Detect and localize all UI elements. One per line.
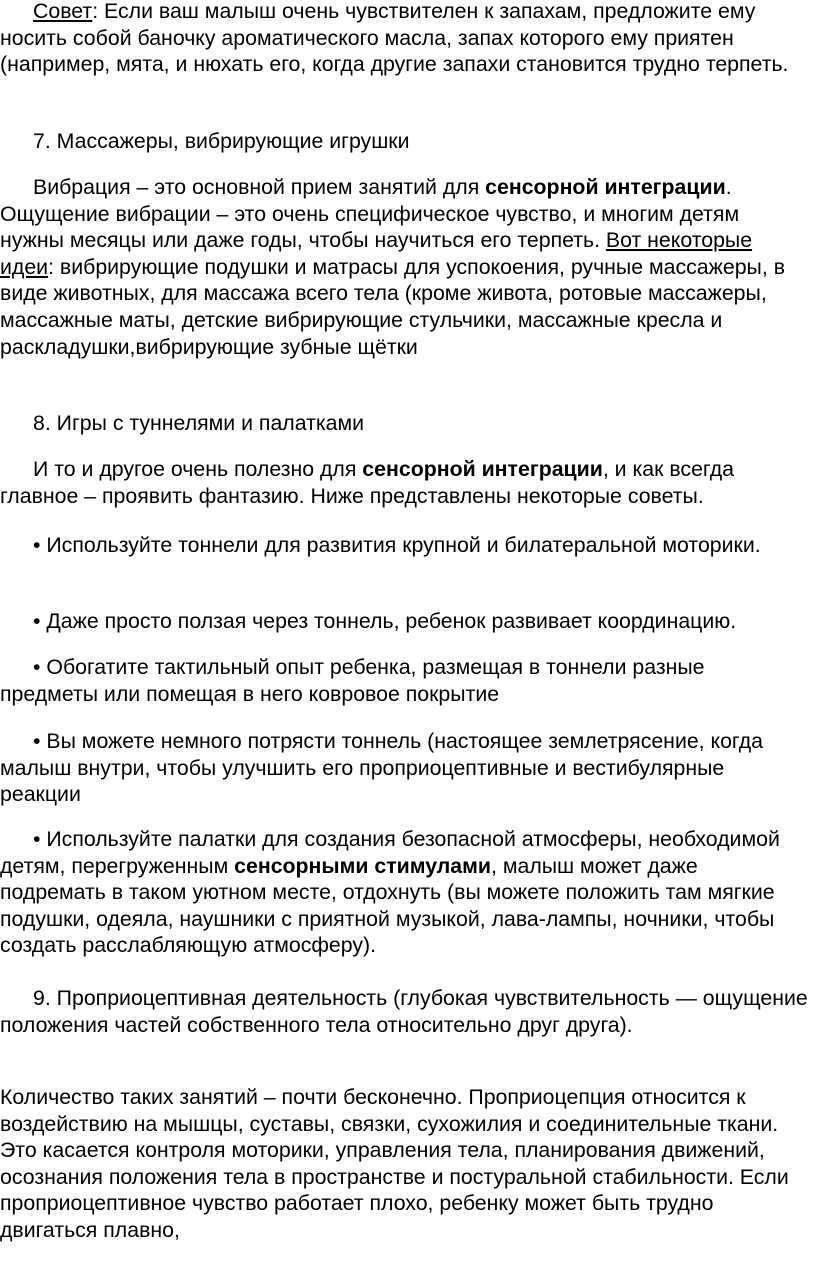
text-fragment: . Ощущение вибрации – это очень специфическое чувство, и многим детям нужны месяцы или даже годы, чтобы научиться его терпеть. bbox=[0, 175, 740, 253]
text-fragment: И то и другое очень полезно для bbox=[33, 457, 363, 481]
text-fragment: : вибрирующие подушки и матрасы для успокоения, ручные массажеры, в виде животных, для массажа всего тела (кроме живота, ротовые массажеры, массажные маты, детские вибрирующие стульчики, массажные кресла и раскладушки,вибрирующие зубные щётки bbox=[0, 254, 786, 359]
tip-text: : Если ваш малыш очень чувствителен к запахам, предложите ему носить собой баночку ароматического масла, запах которого ему приятен (например, мята, и нюхать его, когда другие запахи становится трудно терпеть. bbox=[0, 0, 789, 77]
tip-paragraph bbox=[0, 0, 808, 78]
bullet-item: • Вы можете немного потрясти тоннель (настоящее землетрясение, когда малыш внутри, чтобы улучшить его проприоцептивные и вестибулярные реакции bbox=[0, 729, 763, 807]
bullet-item bbox=[0, 826, 808, 959]
bullet-item: • Даже просто ползая через тоннель, ребенок развивает координацию. bbox=[33, 609, 737, 633]
tunnels-intro-paragraph bbox=[0, 456, 808, 509]
bullet-item: • Обогатите тактильный опыт ребенка, размещая в тоннели разные предметы или помещая в него ковровое покрытие bbox=[0, 655, 705, 706]
text-fragment: , и как всегда главное – проявить фантазию. Ниже представлены некоторые советы. bbox=[0, 457, 734, 508]
section-heading-8: 8. Игры с туннелями и палатками bbox=[33, 411, 365, 435]
tip-label: Совет bbox=[33, 0, 93, 23]
text-fragment: , малыш может даже подремать в таком уютном месте, отдохнуть (вы можете положить там мягкие подушки, одеяла, наушники с приятной музыкой, лава-лампы, ночники, чтобы создать расслабляющую атмосферу). bbox=[0, 853, 775, 958]
text-fragment: Вибрация – это основной прием занятий для bbox=[33, 175, 486, 199]
bold-term: сенсорными стимулами bbox=[234, 853, 491, 878]
section-heading-9: 9. Проприоцептивная деятельность (глубокая чувствительность — ощущение положения частей собственного тела относительно друг друга). bbox=[0, 986, 808, 1037]
bullet-item: • Используйте тоннели для развития крупной и билатеральной моторики. bbox=[33, 533, 761, 557]
bold-term: сенсорной интеграции bbox=[485, 175, 726, 199]
section-heading-7: 7. Массажеры, вибрирующие игрушки bbox=[33, 129, 410, 153]
proprioception-paragraph: Количество таких занятий – почти бесконечно. Проприоцепция относится к воздействию на мышцы, суставы, связки, сухожилия и соединительные ткани. Это касается контроля моторики, управления тела, планирования движений, осознания положения тела в пространстве и постуральной стабильности. Если проприоцептивное чувство работает плохо, ребенку может быть трудно двигаться плавно, bbox=[0, 1085, 789, 1242]
text-fragment: • Используйте палатки для создания безопасной атмосферы, необходимой детям, перегруженным bbox=[0, 827, 780, 878]
underlined-phrase: Вот некоторые идеи bbox=[0, 228, 753, 279]
bold-term: сенсорной интеграции bbox=[362, 457, 603, 481]
vibration-paragraph bbox=[0, 174, 808, 360]
